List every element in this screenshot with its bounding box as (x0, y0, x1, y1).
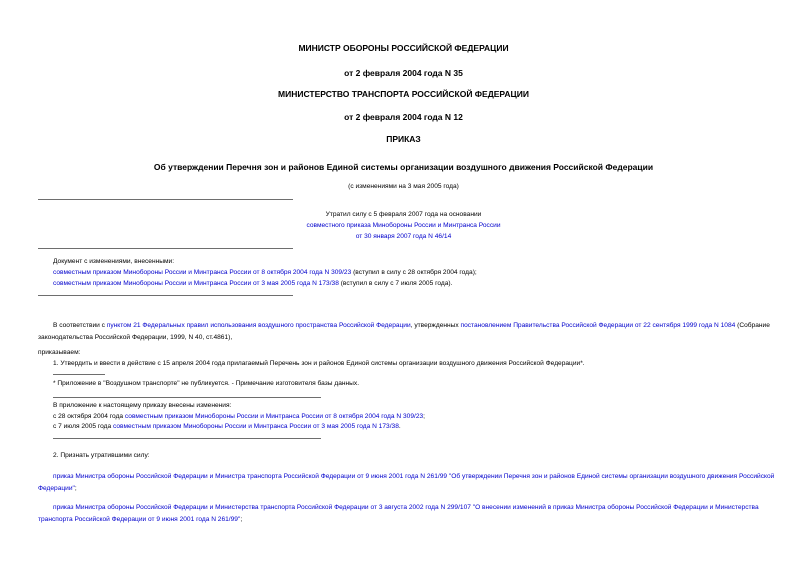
void-note-link[interactable]: совместного приказа Минобороны России и Минтранса России (306, 222, 501, 229)
appendix-row-2-text: с 7 июля 2005 года (53, 423, 113, 430)
preamble-paragraph (38, 320, 778, 343)
document-title: Об утверждении Перечня зон и районов Единой системы организации воздушного движения Российской Федерации (153, 162, 654, 172)
footnote-divider (53, 374, 105, 375)
header-date-1: от 2 февраля 2004 года N 35 (344, 68, 463, 78)
preamble-text-1: В соответствии с (53, 322, 107, 329)
void-note-date-link[interactable]: от 30 января 2007 года N 46/14 (355, 233, 452, 240)
appendix-label: В приложение к настоящему приказу внесены изменения: (53, 402, 232, 409)
divider (53, 438, 321, 439)
divider (38, 199, 293, 200)
void-order-2 (38, 502, 778, 525)
changes-item-1-tail: (вступил в силу с 28 октября 2004 года); (351, 269, 477, 276)
changes-item-2-tail: (вступил в силу с 7 июля 2005 года). (338, 280, 453, 287)
preamble-link-rules[interactable]: пунктом 21 Федеральных правил использования воздушного пространства Российской Федерации (106, 322, 411, 329)
divider (38, 295, 293, 296)
appendix-row-1-tail: ; (423, 413, 426, 420)
changes-item-2 (53, 280, 452, 287)
footnote: * Приложение в "Воздушном транспорте" не публикуется. - Примечание изготовителя базы данных. (53, 380, 360, 387)
divider (38, 248, 293, 249)
appendix-row-1-text: с 28 октября 2004 года (53, 413, 125, 420)
void-order-2-tail: ; (240, 515, 243, 523)
preamble-text-2: , утвержденных (410, 322, 461, 329)
appendix-row-1-link[interactable]: совместным приказом Минобороны России и Минтранса России от 8 октября 2004 года N 309/23 (124, 413, 424, 420)
void-note-line1: Утратил силу с 5 февраля 2007 года на основании (325, 211, 482, 218)
void-order-1-link[interactable]: приказ Министра обороны Российской Федерации и Министра транспорта Российской Федерации от 9 июня 2001 года N 261/99 "Об утверждении Перечня зон и районов Единой системы организации воздушного движения Российской Федерации" (38, 473, 775, 492)
appendix-row-2-tail: . (398, 423, 401, 430)
appendix-row-2-link[interactable]: совместным приказом Минобороны России и Минтранса России от 3 мая 2005 года N 173/38 (113, 423, 399, 430)
order-word: приказываем: (38, 349, 81, 356)
header-ministry-transport: МИНИСТЕРСТВО ТРАНСПОРТА РОССИЙСКОЙ ФЕДЕРАЦИИ (278, 89, 529, 99)
document-subtitle: (с изменениями на 3 мая 2005 года) (348, 183, 459, 190)
void-order-2-link[interactable]: приказ Министра обороны Российской Федерации и Министерства транспорта Российской Федерации от 3 августа 2002 года N 299/107 "О внесении изменений в приказ Министра обороны Российской Федерации и Министерства транспорта Российской Федерации от 9 июня 2001 года N 261/99" (38, 504, 759, 523)
header-ministry-defense: МИНИСТР ОБОРОНЫ РОССИЙСКОЙ ФЕДЕРАЦИИ (298, 43, 509, 53)
item-1: 1. Утвердить и ввести в действие с 15 апреля 2004 года прилагаемый Перечень зон и районов Единой системы организации воздушного движения Российской Федерации*. (53, 360, 585, 367)
appendix-row-2 (53, 423, 401, 430)
void-order-1-tail: ; (74, 484, 77, 492)
header-date-2: от 2 февраля 2004 года N 12 (344, 112, 463, 122)
changes-label: Документ с изменениями, внесенными: (53, 258, 175, 265)
item-2: 2. Признать утратившими силу: (53, 452, 150, 459)
changes-item-2-link[interactable]: совместным приказом Минобороны России и Минтранса России от 3 мая 2005 года N 173/38 (53, 280, 339, 287)
changes-item-1 (53, 269, 477, 276)
header-order: ПРИКАЗ (386, 134, 421, 144)
preamble-text-3: (Собрание законодательства Российской Федерации, 1999, N 40, ст.4861), (38, 322, 770, 341)
void-order-1 (38, 471, 778, 494)
divider (53, 397, 321, 398)
changes-item-1-link[interactable]: совместным приказом Минобороны России и Минтранса России от 8 октября 2004 года N 309/23 (53, 269, 352, 276)
appendix-row-1 (53, 413, 425, 420)
preamble-link-decree[interactable]: постановлением Правительства Российской Федерации от 22 сентября 1999 года N 1084 (460, 322, 736, 329)
